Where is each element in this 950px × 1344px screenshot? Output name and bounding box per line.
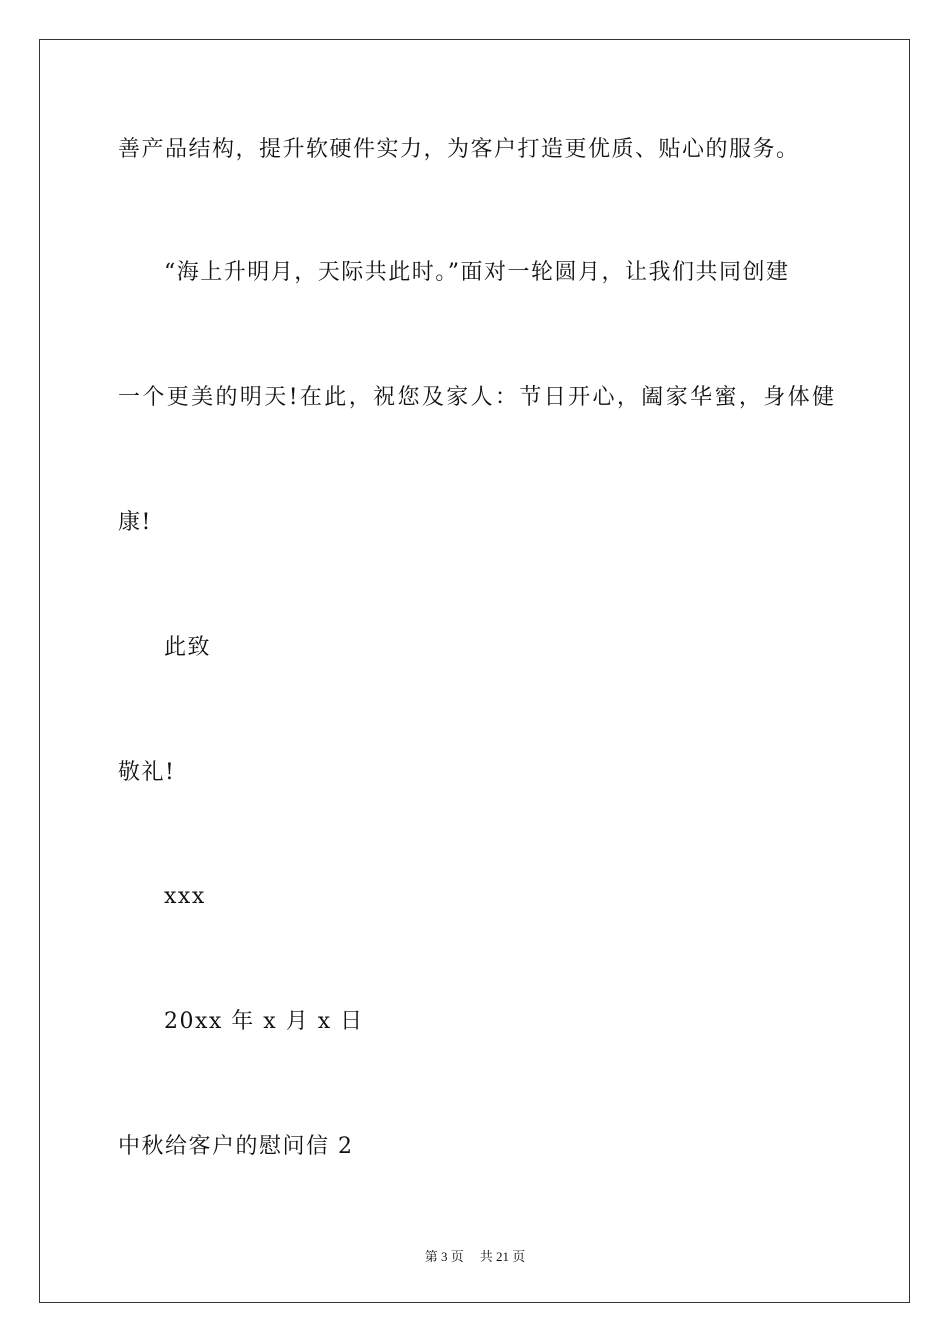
page-frame <box>39 39 910 1303</box>
closing-respect: 敬礼! <box>118 760 176 785</box>
paragraph-line-3: 一个更美的明天!在此，祝您及家人：节日开心，阖家华蜜，身体健 <box>118 385 834 410</box>
signature: xxx <box>164 884 206 909</box>
closing-salutation: 此致 <box>164 635 212 660</box>
page-total: 共 21 页 <box>479 1249 526 1264</box>
letter-date: 20xx 年 x 月 x 日 <box>164 1009 364 1034</box>
page-footer <box>0 1248 950 1266</box>
paragraph-line-4: 康! <box>118 510 152 535</box>
paragraph-line-2: “海上升明月，天际共此时。”面对一轮圆月，让我们共同创建 <box>164 260 790 285</box>
page-number: 第 3 页 <box>424 1249 464 1264</box>
section-heading: 中秋给客户的慰问信 2 <box>118 1134 354 1159</box>
paragraph-line-1: 善产品结构，提升软硬件实力，为客户打造更优质、贴心的服务。 <box>118 137 800 162</box>
